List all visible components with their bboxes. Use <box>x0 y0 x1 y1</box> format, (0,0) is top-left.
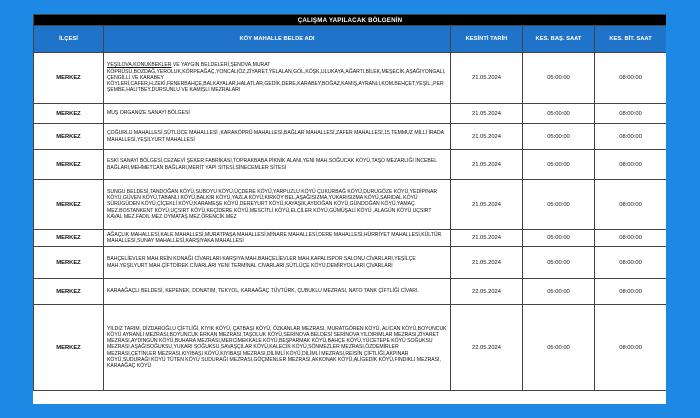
koy-text: AĞAÇLIK MAHALLESİ,KALE MAHALLESİ,MURATPAŞA MAHALLESİ,MİNARE MAHALLESİ,DERE MAHALLESİ,HÜRRİYET MAHALLESİ,KÜLTÜR MAHALLESİ,SUNAY MAHALLESİ,KARŞIYAKA MAHALLESİ <box>107 231 442 244</box>
table-row <box>34 124 667 150</box>
end-time-cell: 08:00:00 <box>595 279 667 305</box>
table-row <box>34 104 667 124</box>
ilce-cell: MERKEZ <box>34 150 104 180</box>
table-row <box>34 247 667 279</box>
date-cell: 21.05.2024 <box>451 180 523 230</box>
date-cell: 22.05.2024 <box>451 279 523 305</box>
start-time-cell: 05:00:00 <box>523 104 595 124</box>
ilce-cell: MERKEZ <box>34 247 104 279</box>
start-time-cell: 05:00:00 <box>523 150 595 180</box>
outage-table <box>33 14 666 391</box>
koy-text: KARAAĞAÇLI BELDESİ, KEPENEK, DONATIM, TEKYOL, KARAAĞAÇ TÜVTÜRK, ÇUBUKLU MEZRASI, NATO TANK ÇİFTLİĞİ CİVARI. <box>107 288 419 295</box>
end-time-cell: 08:00:00 <box>595 104 667 124</box>
table-row <box>34 180 667 230</box>
table-row <box>34 305 667 391</box>
start-time-cell: 05:00:00 <box>523 305 595 391</box>
end-time-cell: 08:00:00 <box>595 124 667 150</box>
date-cell: 21.05.2024 <box>451 104 523 124</box>
header-ilce: İLÇESİ <box>34 26 104 53</box>
start-time-cell: 05:00:00 <box>523 180 595 230</box>
start-time-cell: 05:00:00 <box>523 230 595 247</box>
koy-text: BAHÇELİEVLER MAH.REİN KONAĞI CİVARLARI KARŞIYA MAH.BAHÇELİEVLER MAH.KAPALISPOR SALONU CİVARLARI,YEŞİLÇE MAH.YEŞİLYURT MAH.ÇİFTDİREK CİVARLARI YENİ TERMİNAL CİVARLARI,SÜTLÜÇE KÖYÜ,DEMİRYOLLARI ÇİVARLARI <box>107 256 416 269</box>
koy-cell <box>104 180 451 230</box>
end-time-cell: 08:00:00 <box>595 230 667 247</box>
ilce-cell: MERKEZ <box>34 53 104 104</box>
header-kesinti-tarih: KESİNTİ TARİH <box>451 26 523 53</box>
koy-cell <box>104 124 451 150</box>
end-time-cell: 08:00:00 <box>595 180 667 230</box>
start-time-cell: 05:00:00 <box>523 53 595 104</box>
end-time-cell: 08:00:00 <box>595 247 667 279</box>
koy-cell <box>104 230 451 247</box>
start-time-cell: 05:00:00 <box>523 279 595 305</box>
koy-text: MUŞ ORGANİZE SANAYİ BÖLGESİ <box>107 110 190 117</box>
ilce-cell: MERKEZ <box>34 180 104 230</box>
date-cell: 22.05.2024 <box>451 305 523 391</box>
end-time-cell: 08:00:00 <box>595 53 667 104</box>
koy-text: SUNGU BELDESİ,TANDOĞAN KÖYÜ,SUBOYU KÖYÜ,ÜÇDERE KÖYÜ,YARPUZLU KÖYÜ ÇUKURBAĞ KÖYÜ,DURUGÖZE KÖYÜ,YEDİPINAR KÖYÜ,GÜVEN KÖYÜ,TABANLI KÖYÜ,BALKIR KÖYÜ,YAZLA KÖYÜ,KIRKÖY BEL,AŞAĞISIZMA,YUKARISIZMA KÖYÜ,SARIDAL KÖYÜ SÜRÜGÜDEN KÖYÜ,ÇİÇEKLİ KÖYÜ,KARAMEŞE KÖYÜ,DEREYURT KÖYÜ,KAYAŞIK,AYDOĞAN KÖYÜ,GÜNDOĞAN KÖYÜ,YAMAÇ MEZ.BOSTANKENT KÖYÜ,UÇSIRT KÖYÜ,KEÇİDERE KÖYÜ,MESCİTLİ KÖYÜ,ELÇİLER KÖYÜ,GÜMÜŞALİ KÖYÜ ,ALAGÜN KÖYÜ UÇSIRT KAVAL MEZ.FADIL MEZ.OYMATAŞ MEZ.ÖRENCİK.MEZ <box>107 188 438 220</box>
koy-underlined: YEŞİLOVA,KONUKBEKLER <box>107 62 172 69</box>
koy-text: ESKİ SANAYİ BÖLGESİ,CEZAEVİ ŞEKER FABRİKASI,TOPRAKBABA PİKNİK ALANI,YENİ MAH.SOĞUCAK KÖYÜ,TAŞO MEZARLIĞI İNCEBEL BAĞLARI,MEHMETCAN BAĞLARI,MERİT YAPI SİTESİ,SİNECEMLER SİTESİ <box>107 158 437 171</box>
start-time-cell: 05:00:00 <box>523 247 595 279</box>
koy-cell <box>104 53 451 104</box>
table-row <box>34 53 667 104</box>
koy-cell <box>104 104 451 124</box>
ilce-cell: MERKEZ <box>34 279 104 305</box>
end-time-cell: 08:00:00 <box>595 305 667 391</box>
date-cell: 21.05.2024 <box>451 124 523 150</box>
koy-cell <box>104 247 451 279</box>
table-row <box>34 279 667 305</box>
date-cell: 21.05.2024 <box>451 230 523 247</box>
koy-cell <box>104 279 451 305</box>
header-bit-saat: KES. BİT. SAAT <box>595 26 667 53</box>
koy-cell <box>104 150 451 180</box>
header-bas-saat: KES. BAŞ. SAAT <box>523 26 595 53</box>
schedule-sheet <box>33 14 666 404</box>
date-cell: 21.05.2024 <box>451 150 523 180</box>
table-title: ÇALIŞMA YAPILACAK BÖLGENİN <box>34 15 667 26</box>
table-row <box>34 150 667 180</box>
table-row <box>34 230 667 247</box>
ilce-cell: MERKEZ <box>34 230 104 247</box>
ilce-cell: MERKEZ <box>34 305 104 391</box>
koy-text: YILDIZ TARIM, DİZDAROĞLU ÇİFTLİĞİ, KIYIK KÖYÜ, ÇATBAŞI KÖYÜ, ÖZKANLAR MEZRASI, MURATGÖREN KÖYÜ, ALİCAN KÖYÜ,BOYUNCUK KÖYÜ AYRANLI MEZRASI,BOYUNCUK ERKAN MEZRASI,TAŞOLUK KÖYÜ,SERİNOVA BELDESİ SERİNOVA YILDIRIMLAR MEZRASI,ZİYARET MEZRASI,AYDINGÜN KÖYÜ,BUHARA MEZRASI,MERCİMEKKALE KÖYÜ,BEŞPARMAK KÖYÜ,BAHÇE KÖYÜ,YÜCETEPE KÖYÜ SOĞUKSU MEZRASI,AŞAĞISOĞUKSU,YUKARI SOĞUKSU,SAVAŞÇILAR KÖYÜ,KALECİK KÖYÜ,SÖNMEZLER MEZRASI,ÖZDEMİRLER MEZRASI,ÇETİNLER MEZRASI,KIYIBAŞI KÖYÜ,KIYIBAŞI MEZRASI,DİLİMLİ KÖYÜ,DİLİMLİ MEZRASI,REİSİN ÇİFTLİĞİ,AKPINAR KÖYÜ,SUDURAĞI KÖYÜ TÜTEN KÖYÜ SUDURAĞI MEZRASI,GÖÇMENLER MEZRASI,AKKONAK KÖYÜ,ALİGEDİK KÖYÜ,FINDIKLI MEZRASI, KARAAĞAÇ KÖYÜ <box>107 325 447 369</box>
koy-cell <box>104 305 451 391</box>
ilce-cell: MERKEZ <box>34 124 104 150</box>
start-time-cell: 05:00:00 <box>523 124 595 150</box>
header-koy: KÖY MAHALLE BELDE ADI <box>104 26 451 53</box>
koy-text: VE YAYGIN BELDELERİ,ŞENOVA,MURAT KÖPRÜSÜ,BOZDAĞ,YEROLUK,KÖRPEAĞAÇ,YONCALIÖZ,ZİYARET,YELALAN,GÖL,KÖŞK,ULUKAYA,AĞARTI,BİLEK,MEŞECİK,AŞAĞIYONGALI,ÇENGİLLİ VE KARABEY KÖYLERİ,CAFER,H.ZEKİ,FENERBAHÇE,BALKAYALAR,HALATLAR,GEDİK,DERE,KARABEY,BOĞAZ,KAMIŞ,AYRANLI,KOM,BEHÇET,YEŞİL,,PERŞEMBE,HALITBEY,DURSUNLU VE KAMIŞLI MEZRALARI <box>107 62 446 94</box>
date-cell: 21.05.2024 <box>451 247 523 279</box>
date-cell: 21.05.2024 <box>451 53 523 104</box>
koy-text: ÇOĞURLU MAHALLESİ,SÜTLÜCE MAHALLESİ ,KARAKÖPRÜ MAHALLESİ,BAĞLAR MAHALLESİ,ZAFER MAHALLESİ,15 TEMMUZ MİLLİ İRADA MAHALLESİ,YEŞİLYURT MAHALLESİ <box>107 130 444 143</box>
ilce-cell: MERKEZ <box>34 104 104 124</box>
end-time-cell: 08:00:00 <box>595 150 667 180</box>
